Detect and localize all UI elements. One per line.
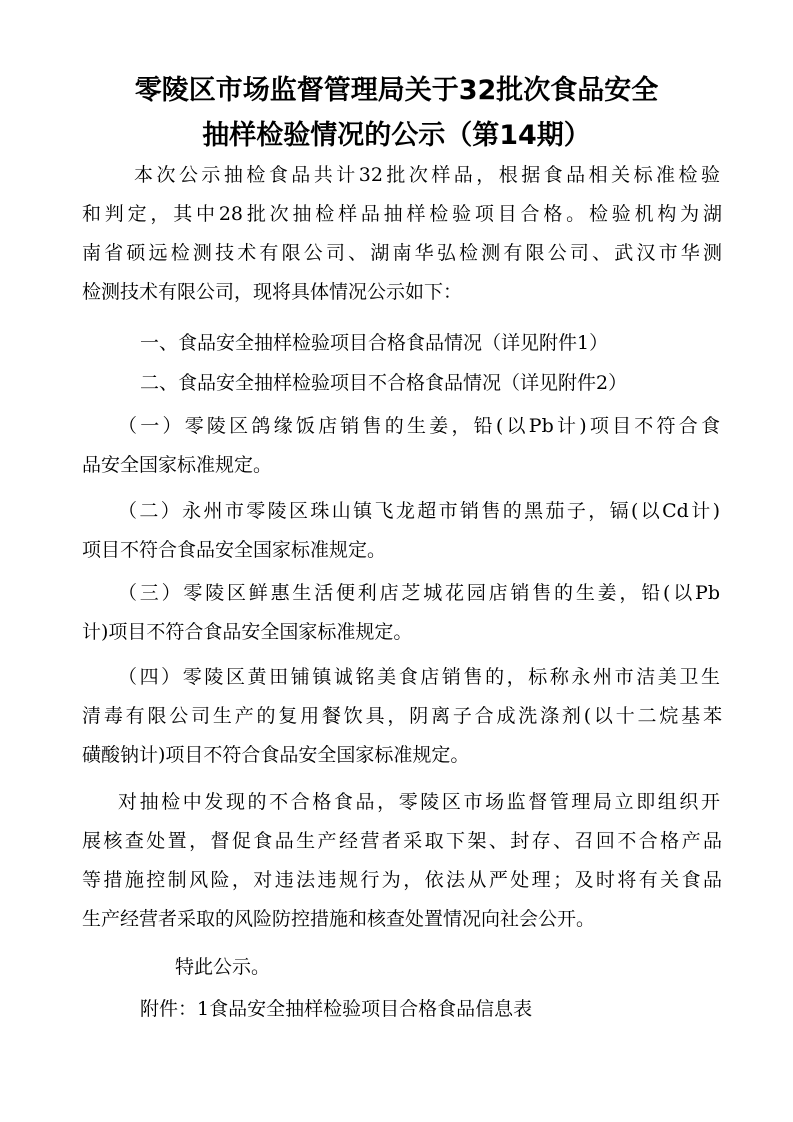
unqualified-item-line: 磺酸钠计)项目不符合食品安全国家标准规定。 <box>82 744 470 766</box>
action-paragraph-line: 对抽检中发现的不合格食品，零陵区市场监督管理局立即组织开 <box>118 791 720 813</box>
unqualified-item-line: （二）永州市零陵区珠山镇飞龙超市销售的黑茄子，镉(以Cd计) <box>118 500 720 522</box>
document-title-line-1: 零陵区市场监督管理局关于32批次食品安全 <box>134 75 659 106</box>
section-heading-qualified: 一、食品安全抽样检验项目合格食品情况（详见附件1） <box>140 332 609 354</box>
unqualified-item-line: 品安全国家标准规定。 <box>82 454 273 476</box>
intro-paragraph-line: 本次公示抽检食品共计32批次样品，根据食品相关标准检验 <box>134 164 720 186</box>
intro-paragraph-line: 和判定，其中28批次抽检样品抽样检验项目合格。检验机构为湖 <box>82 203 722 225</box>
closing-text: 特此公示。 <box>175 956 271 978</box>
intro-paragraph-line: 检测技术有限公司，现将具体情况公示如下： <box>82 281 463 303</box>
unqualified-item-line: （三）零陵区鲜惠生活便利店芝城花园店销售的生姜，铅(以Pb <box>118 582 720 604</box>
unqualified-item-line: 计)项目不符合食品安全国家标准规定。 <box>82 621 413 643</box>
action-paragraph-line: 等措施控制风险，对违法违规行为，依法从严处理；及时将有关食品 <box>82 869 722 891</box>
action-paragraph-line: 生产经营者采取的风险防控措施和核查处置情况向社会公开。 <box>82 908 596 930</box>
unqualified-item-line: 项目不符合食品安全国家标准规定。 <box>82 539 387 561</box>
document-title-line-2: 抽样检验情况的公示（第14期） <box>202 120 591 151</box>
section-heading-unqualified: 二、食品安全抽样检验项目不合格食品情况（详见附件2） <box>140 372 628 394</box>
unqualified-item-line: 清毒有限公司生产的复用餐饮具，阴离子合成洗涤剂(以十二烷基苯 <box>82 705 722 727</box>
action-paragraph-line: 展核查处置，督促食品生产经营者采取下架、封存、召回不合格产品 <box>82 830 722 852</box>
intro-paragraph-line: 南省硕远检测技术有限公司、湖南华弘检测有限公司、武汉市华测 <box>82 242 722 264</box>
unqualified-item-line: （一）零陵区鸽缘饭店销售的生姜，铅(以Pb计)项目不符合食 <box>118 415 720 437</box>
unqualified-item-line: （四）零陵区黄田铺镇诚铭美食店销售的，标称永州市洁美卫生 <box>118 666 720 688</box>
attachment-line: 附件：1食品安全抽样检验项目合格食品信息表 <box>140 998 533 1020</box>
